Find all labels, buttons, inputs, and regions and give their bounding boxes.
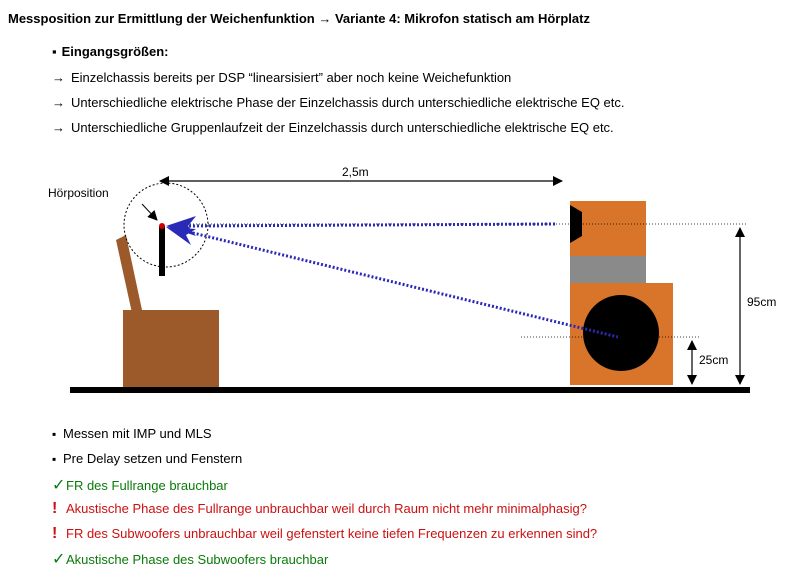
subwoofer-driver [583, 295, 659, 371]
result-text: FR des Fullrange brauchbar [66, 478, 228, 493]
speaker-panel [570, 256, 646, 283]
distance-label: 2,5m [342, 165, 369, 179]
microphone-body [159, 226, 165, 276]
bullet-icon: ▪ [52, 427, 57, 441]
height-label-95: 95cm [747, 295, 777, 309]
page-title: Messposition zur Ermittlung der Weichenfunktion → Variante 4: Mikrofon statisch am Hörplatz [8, 11, 590, 26]
result-item [52, 475, 228, 495]
result-item [52, 525, 597, 543]
check-icon: ✓ [52, 477, 66, 494]
listening-position-label: Hörposition [48, 186, 109, 200]
microphone-tip [159, 223, 165, 229]
result-text: Pre Delay setzen und Fenstern [63, 451, 243, 466]
height-label-25: 25cm [699, 353, 729, 367]
warning-icon: ! [52, 500, 58, 517]
listening-area-circle [124, 183, 208, 267]
warning-icon: ! [52, 525, 58, 542]
result-item [52, 451, 242, 466]
result-item [52, 549, 328, 569]
result-item [52, 426, 212, 441]
fullrange-signal-path [185, 224, 556, 226]
result-item [52, 500, 587, 518]
floor-line [70, 387, 750, 393]
chair [116, 235, 219, 387]
subwoofer-arrowhead [166, 227, 196, 245]
subwoofer-signal-path [185, 231, 618, 337]
result-text: Akustische Phase des Fullrange unbrauchbar weil durch Raum nicht mehr minimalphasig? [66, 501, 587, 516]
chair-seat [123, 310, 219, 387]
inputs-heading: ▪ Eingangsgrößen: [52, 44, 169, 59]
result-text: FR des Subwoofers unbrauchbar weil gefenstert keine tiefen Frequenzen zu erkennen sind? [66, 526, 598, 541]
input-item: → Unterschiedliche Gruppenlaufzeit der Einzelchassis durch unterschiedliche elektrische EQ etc. [52, 120, 614, 135]
bullet-icon: ▪ [52, 452, 57, 466]
result-text: Akustische Phase des Subwoofers brauchbar [66, 552, 329, 567]
chair-back [116, 235, 142, 313]
check-icon: ✓ [52, 551, 66, 568]
result-text: Messen mit IMP und MLS [63, 426, 212, 441]
input-item: → Unterschiedliche elektrische Phase der Einzelchassis durch unterschiedliche elektrische EQ etc. [52, 95, 625, 110]
listening-position-pointer [142, 204, 157, 220]
input-item: → Einzelchassis bereits per DSP “linearsisiert” aber noch keine Weichefunktion [52, 70, 511, 85]
